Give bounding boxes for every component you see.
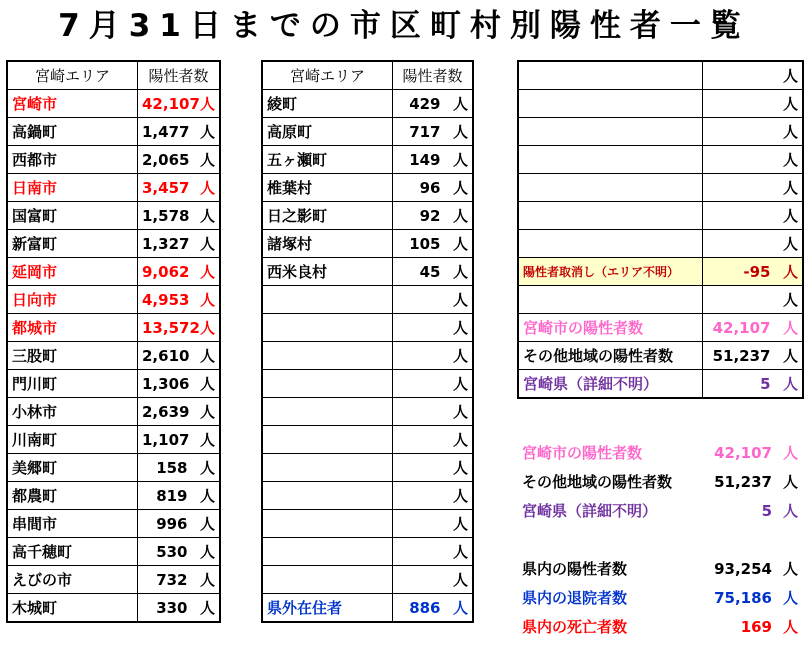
positive-count: 3,457 [138, 174, 190, 202]
unit-label: 人 [190, 342, 220, 370]
positive-count: 2,065 [138, 146, 190, 174]
area-name: 串間市 [8, 510, 138, 538]
unit-label: 人 [773, 230, 803, 258]
unit-label: 人 [443, 118, 473, 146]
table-row [519, 202, 803, 230]
area-name [263, 314, 393, 342]
area-name: 延岡市 [8, 258, 138, 286]
unit-label: 人 [190, 230, 220, 258]
cancel-row [519, 258, 803, 286]
unit-label: 人 [443, 538, 473, 566]
table-row [519, 230, 803, 258]
summary-value: 5 [761, 502, 772, 520]
area-name: 日之影町 [263, 202, 393, 230]
positive-count [393, 370, 443, 398]
area-name: 新富町 [8, 230, 138, 258]
empty-cell [519, 90, 703, 118]
positive-count: 2,639 [138, 398, 190, 426]
unit-label: 人 [190, 118, 220, 146]
unit-label: 人 [443, 286, 473, 314]
positive-count [393, 426, 443, 454]
area-name [263, 566, 393, 594]
positive-count: 13,572 [138, 314, 190, 342]
area-name: 諸塚村 [263, 230, 393, 258]
table-row [8, 258, 220, 286]
unit-label: 人 [782, 502, 798, 520]
unit-label: 人 [773, 62, 803, 90]
summary-discharged [518, 584, 802, 612]
table-row [263, 258, 473, 286]
area-name: 五ヶ瀬町 [263, 146, 393, 174]
positive-count: 1,306 [138, 370, 190, 398]
pref-unknown-label: 宮崎県（詳細不明） [519, 370, 703, 398]
area-name: 日向市 [8, 286, 138, 314]
table-header-row [8, 62, 220, 90]
header-area: 宮崎エリア [8, 62, 138, 90]
area-name [263, 286, 393, 314]
unit-label: 人 [773, 342, 803, 370]
area-name: 西米良村 [263, 258, 393, 286]
area-name: 高鍋町 [8, 118, 138, 146]
area-name [263, 370, 393, 398]
positive-count [393, 454, 443, 482]
unit-label: 人 [782, 560, 798, 578]
positive-count: 996 [138, 510, 190, 538]
table-row [8, 90, 220, 118]
area-name [263, 538, 393, 566]
cancel-value: -95 [703, 258, 773, 286]
miyazaki-city-row [519, 314, 803, 342]
positive-count [393, 314, 443, 342]
unit-label: 人 [773, 174, 803, 202]
summary-label: 宮崎県（詳細不明） [522, 502, 658, 520]
table-row [263, 538, 473, 566]
unit-label: 人 [190, 482, 220, 510]
table-row [263, 482, 473, 510]
area-name [263, 510, 393, 538]
table-row [519, 62, 803, 90]
table-header-row [263, 62, 473, 90]
table-row [8, 398, 220, 426]
table-row [8, 118, 220, 146]
unit-label: 人 [773, 258, 803, 286]
area-name [263, 342, 393, 370]
unit-label: 人 [443, 594, 473, 622]
positive-count: 105 [393, 230, 443, 258]
unit-label: 人 [773, 146, 803, 174]
area-table-2 [262, 61, 473, 622]
summary-value: 75,186 [714, 589, 772, 607]
empty-cell [519, 146, 703, 174]
unit-label: 人 [190, 510, 220, 538]
table-row [8, 482, 220, 510]
summary-value: 169 [740, 618, 772, 636]
area-name: 都城市 [8, 314, 138, 342]
summary-value: 93,254 [714, 560, 772, 578]
unit-label: 人 [773, 286, 803, 314]
positive-count: 2,610 [138, 342, 190, 370]
unit-label: 人 [773, 202, 803, 230]
unit-label: 人 [190, 90, 220, 118]
area-name: 国富町 [8, 202, 138, 230]
unit-label: 人 [443, 202, 473, 230]
unit-label: 人 [190, 454, 220, 482]
unit-label: 人 [190, 174, 220, 202]
unit-label: 人 [443, 566, 473, 594]
summary-miyazaki-city [518, 439, 802, 467]
positive-count [393, 510, 443, 538]
area-name: 西都市 [8, 146, 138, 174]
empty-cell [519, 286, 703, 314]
table-row [8, 314, 220, 342]
table-row [8, 566, 220, 594]
table-row [8, 370, 220, 398]
empty-cell [519, 230, 703, 258]
unit-label: 人 [190, 314, 220, 342]
table-row [8, 146, 220, 174]
positive-count: 1,578 [138, 202, 190, 230]
unit-label: 人 [443, 398, 473, 426]
unit-label: 人 [190, 398, 220, 426]
area-name [263, 482, 393, 510]
table-row [519, 118, 803, 146]
table-row [8, 510, 220, 538]
table-row [8, 174, 220, 202]
area-name: 宮崎市 [8, 90, 138, 118]
unit-label: 人 [773, 314, 803, 342]
pref-unknown-row [519, 370, 803, 398]
area-name [263, 426, 393, 454]
area-name: 小林市 [8, 398, 138, 426]
unit-label: 人 [773, 370, 803, 398]
positive-count [393, 566, 443, 594]
table-row [8, 202, 220, 230]
page-title: 7月31日までの市区町村別陽性者一覧 [58, 8, 750, 44]
unit-label: 人 [190, 538, 220, 566]
table-row [263, 454, 473, 482]
table-row [263, 118, 473, 146]
summary-value: 51,237 [714, 473, 772, 491]
summary-pref-unknown [518, 497, 802, 525]
unit-label: 人 [773, 118, 803, 146]
summary-deaths [518, 613, 802, 641]
unit-label: 人 [782, 473, 798, 491]
area-name: 木城町 [8, 594, 138, 622]
area-name: えびの市 [8, 566, 138, 594]
positive-count: 330 [138, 594, 190, 622]
area-table-3 [518, 61, 803, 398]
positive-count [393, 286, 443, 314]
positive-count [393, 398, 443, 426]
unit-label: 人 [443, 90, 473, 118]
area-name [263, 454, 393, 482]
unit-label: 人 [443, 454, 473, 482]
unit-label: 人 [190, 594, 220, 622]
unit-label: 人 [190, 258, 220, 286]
positive-count [393, 482, 443, 510]
positive-count [393, 538, 443, 566]
positive-count: 96 [393, 174, 443, 202]
cancel-label: 陽性者取消し（エリア不明） [519, 258, 703, 286]
area-name: 綾町 [263, 90, 393, 118]
table-row [8, 286, 220, 314]
unit-label: 人 [190, 286, 220, 314]
area-name: 川南町 [8, 426, 138, 454]
unit-label: 人 [443, 370, 473, 398]
empty-cell [519, 118, 703, 146]
positive-count: 45 [393, 258, 443, 286]
unit-label: 人 [443, 258, 473, 286]
header-count: 陽性者数 [393, 62, 473, 90]
summary-label: 県内の死亡者数 [522, 618, 628, 636]
table-row [263, 398, 473, 426]
table-row [263, 286, 473, 314]
unit-label: 人 [443, 146, 473, 174]
area-name: 都農町 [8, 482, 138, 510]
area-name: 高千穂町 [8, 538, 138, 566]
positive-count: 732 [138, 566, 190, 594]
table-row [519, 146, 803, 174]
positive-count: 819 [138, 482, 190, 510]
other-areas-row [519, 342, 803, 370]
header-area: 宮崎エリア [263, 62, 393, 90]
table-row [519, 174, 803, 202]
unit-label: 人 [443, 510, 473, 538]
positive-count: 158 [138, 454, 190, 482]
area-name [263, 398, 393, 426]
area-table-1 [7, 61, 220, 622]
unit-label: 人 [782, 589, 798, 607]
positive-count: 4,953 [138, 286, 190, 314]
table-row [263, 594, 473, 622]
miyazaki-city-label: 宮崎市の陽性者数 [519, 314, 703, 342]
table-row [263, 510, 473, 538]
other-areas-value: 51,237 [703, 342, 773, 370]
summary-value: 42,107 [714, 444, 772, 462]
table-row [8, 426, 220, 454]
area-name: 高原町 [263, 118, 393, 146]
positive-count: 9,062 [138, 258, 190, 286]
positive-count: 429 [393, 90, 443, 118]
header-count: 陽性者数 [138, 62, 220, 90]
positive-count: 42,107 [138, 90, 190, 118]
table-row [263, 566, 473, 594]
pref-unknown-value: 5 [703, 370, 773, 398]
area-name: 門川町 [8, 370, 138, 398]
table-row [263, 342, 473, 370]
unit-label: 人 [782, 618, 798, 636]
positive-count: 149 [393, 146, 443, 174]
unit-label: 人 [443, 230, 473, 258]
summary-total-positive [518, 555, 802, 583]
table-row [8, 538, 220, 566]
table-row [263, 146, 473, 174]
positive-count: 1,477 [138, 118, 190, 146]
other-areas-label: その他地域の陽性者数 [519, 342, 703, 370]
table-row [8, 454, 220, 482]
summary-label: 県内の陽性者数 [522, 560, 628, 578]
unit-label: 人 [443, 174, 473, 202]
table-row [8, 230, 220, 258]
table-row [263, 314, 473, 342]
unit-label: 人 [443, 482, 473, 510]
table-row [519, 286, 803, 314]
summary-other-areas [518, 468, 802, 496]
positive-count: 530 [138, 538, 190, 566]
empty-cell [519, 174, 703, 202]
summary-label: 宮崎市の陽性者数 [522, 444, 643, 462]
unit-label: 人 [190, 426, 220, 454]
summary-label: その他地域の陽性者数 [522, 473, 673, 491]
positive-count: 717 [393, 118, 443, 146]
unit-label: 人 [190, 146, 220, 174]
empty-cell [519, 62, 703, 90]
unit-label: 人 [190, 566, 220, 594]
area-name: 日南市 [8, 174, 138, 202]
unit-label: 人 [773, 90, 803, 118]
table-row [263, 370, 473, 398]
area-name: 三股町 [8, 342, 138, 370]
table-row [8, 342, 220, 370]
table-row [263, 426, 473, 454]
positive-count: 1,327 [138, 230, 190, 258]
table-row [263, 230, 473, 258]
area-name: 美郷町 [8, 454, 138, 482]
unit-label: 人 [782, 444, 798, 462]
positive-count: 1,107 [138, 426, 190, 454]
positive-count: 92 [393, 202, 443, 230]
positive-count [393, 342, 443, 370]
area-name: 椎葉村 [263, 174, 393, 202]
empty-cell [519, 202, 703, 230]
out-of-pref-value: 886 [393, 594, 443, 622]
table-row [519, 90, 803, 118]
unit-label: 人 [443, 314, 473, 342]
out-of-pref-label: 県外在住者 [263, 594, 393, 622]
unit-label: 人 [443, 342, 473, 370]
table-row [8, 594, 220, 622]
unit-label: 人 [190, 202, 220, 230]
table-row [263, 90, 473, 118]
miyazaki-city-value: 42,107 [703, 314, 773, 342]
unit-label: 人 [443, 426, 473, 454]
table-row [263, 202, 473, 230]
summary-label: 県内の退院者数 [522, 589, 628, 607]
table-row [263, 174, 473, 202]
unit-label: 人 [190, 370, 220, 398]
